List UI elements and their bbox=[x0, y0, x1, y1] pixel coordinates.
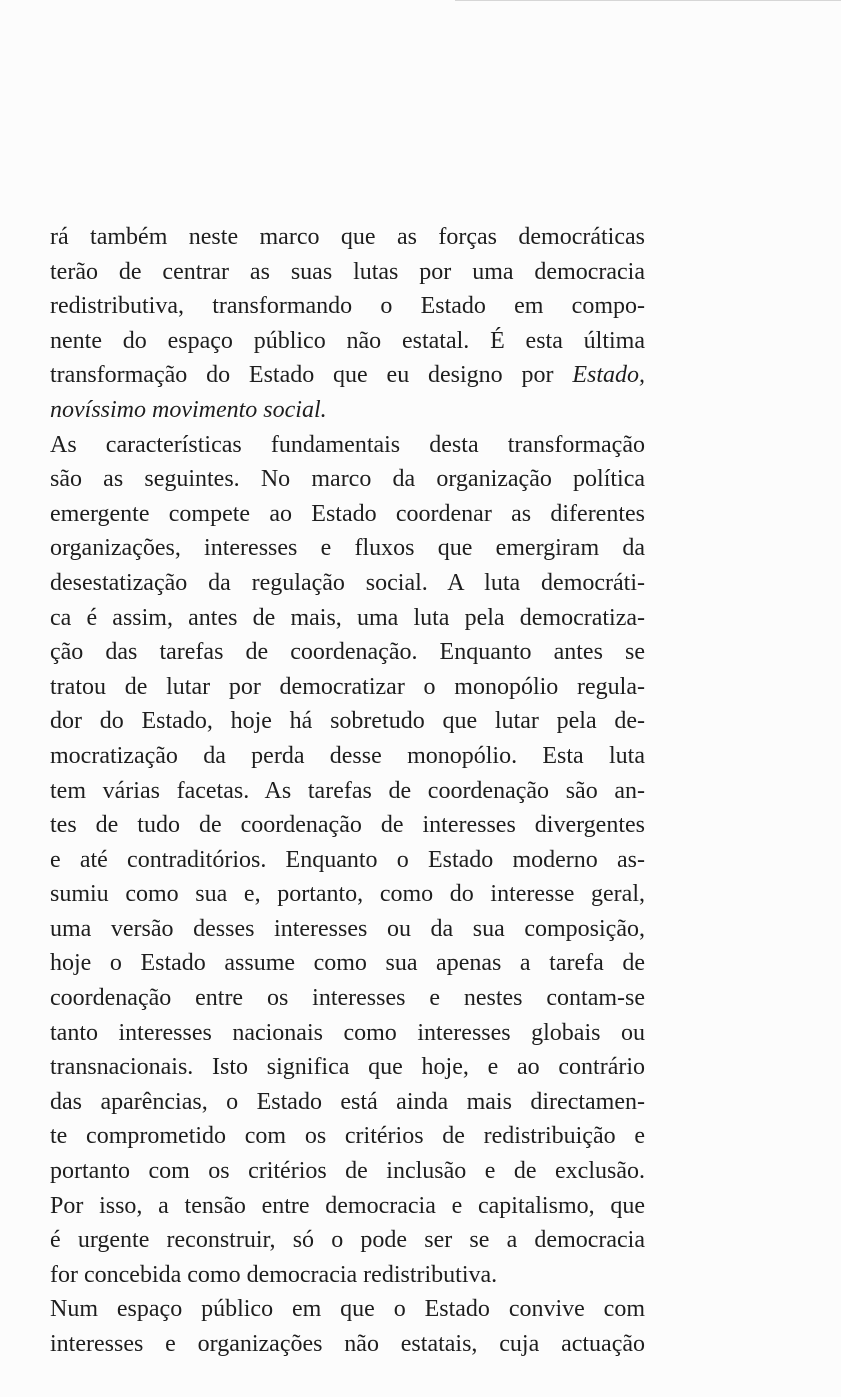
line-text: As características fundamentais desta transformação bbox=[50, 431, 645, 458]
line-text: desestatização da regulação social. A luta democráti- bbox=[50, 569, 645, 596]
text-line bbox=[50, 739, 645, 774]
line-text: rá também neste marco que as forças democráticas bbox=[50, 224, 645, 250]
text-line bbox=[50, 670, 645, 705]
text-line bbox=[50, 877, 645, 912]
text-line bbox=[50, 324, 645, 359]
text-line bbox=[50, 601, 645, 636]
line-text: ção das tarefas de coordenação. Enquanto antes se bbox=[50, 639, 645, 666]
line-text: terão de centrar as suas lutas por uma democracia bbox=[50, 258, 645, 285]
text-line bbox=[50, 358, 645, 393]
line-text: tem várias facetas. As tarefas de coordenação são an- bbox=[50, 777, 645, 804]
line-text: redistributiva, transformando o Estado em compo- bbox=[50, 293, 645, 320]
line-text: são as seguintes. No marco da organização política bbox=[50, 466, 645, 493]
line-text: uma versão desses interesses ou da sua composição, bbox=[50, 915, 645, 942]
text-line bbox=[50, 1154, 645, 1189]
line-text: é urgente reconstruir, só o pode ser se a democracia bbox=[50, 1227, 645, 1254]
text-line bbox=[50, 220, 645, 255]
text-line bbox=[50, 981, 645, 1016]
line-text: tes de tudo de coordenação de interesses divergentes bbox=[50, 812, 645, 839]
line-text: Por isso, a tensão entre democracia e capitalismo, que bbox=[50, 1192, 645, 1219]
line-text: interesses e organizações não estatais, cuja actuação bbox=[50, 1331, 645, 1357]
text-line bbox=[50, 1223, 645, 1258]
text-line bbox=[50, 1327, 645, 1362]
line-text: emergente compete ao Estado coordenar as diferentes bbox=[50, 500, 645, 527]
text-line bbox=[50, 255, 645, 290]
line-text: mocratização da perda desse monopólio. Esta luta bbox=[50, 742, 645, 769]
page-top-rule bbox=[455, 0, 841, 1]
line-text: das aparências, o Estado está ainda mais directamen- bbox=[50, 1088, 645, 1115]
text-line bbox=[50, 843, 645, 878]
text-line bbox=[50, 289, 645, 324]
line-text: Num espaço público em que o Estado convive com bbox=[50, 1296, 645, 1323]
line-text: ca é assim, antes de mais, uma luta pela democratiza- bbox=[50, 604, 645, 631]
text-line bbox=[50, 1119, 645, 1154]
line-text: for concebida como democracia redistributiva. bbox=[50, 1261, 498, 1288]
text-line bbox=[50, 704, 645, 739]
paragraph bbox=[50, 1292, 645, 1361]
text-line bbox=[50, 393, 645, 428]
text-line bbox=[50, 566, 645, 601]
italic-text: novíssimo movimento social. bbox=[50, 396, 327, 423]
line-text: te comprometido com os critérios de redistribuição e bbox=[50, 1123, 645, 1150]
text-line bbox=[50, 1258, 645, 1293]
text-line bbox=[50, 946, 645, 981]
line-text: hoje o Estado assume como sua apenas a tarefa de bbox=[50, 950, 645, 977]
text-line bbox=[50, 1016, 645, 1051]
line-text: portanto com os critérios de inclusão e de exclusão. bbox=[50, 1158, 645, 1185]
text-line bbox=[50, 1050, 645, 1085]
line-text: e até contraditórios. Enquanto o Estado moderno as- bbox=[50, 846, 645, 873]
text-line bbox=[50, 531, 645, 566]
text-line bbox=[50, 1189, 645, 1224]
line-text: dor do Estado, hoje há sobretudo que lutar pela de- bbox=[50, 708, 645, 735]
paragraph bbox=[50, 428, 645, 1293]
italic-text: Estado, bbox=[572, 362, 645, 389]
text-line bbox=[50, 808, 645, 843]
paragraph bbox=[50, 220, 645, 428]
line-text: coordenação entre os interesses e nestes contam-se bbox=[50, 985, 645, 1012]
line-text: tratou de lutar por democratizar o monopólio regula- bbox=[50, 673, 645, 700]
line-text: transformação do Estado que eu designo por bbox=[50, 362, 573, 389]
line-text: transnacionais. Isto significa que hoje, e ao contrário bbox=[50, 1054, 645, 1081]
body-text bbox=[50, 220, 645, 1362]
line-text: nente do espaço público não estatal. É esta última bbox=[50, 327, 645, 354]
text-line bbox=[50, 462, 645, 497]
line-text: tanto interesses nacionais como interesses globais ou bbox=[50, 1019, 645, 1046]
text-line bbox=[50, 497, 645, 532]
text-line bbox=[50, 912, 645, 947]
text-line bbox=[50, 428, 645, 463]
text-line bbox=[50, 635, 645, 670]
text-line bbox=[50, 1292, 645, 1327]
line-text: organizações, interesses e fluxos que emergiram da bbox=[50, 535, 645, 562]
line-text: sumiu como sua e, portanto, como do interesse geral, bbox=[50, 881, 645, 908]
text-line bbox=[50, 1085, 645, 1120]
text-line bbox=[50, 774, 645, 809]
